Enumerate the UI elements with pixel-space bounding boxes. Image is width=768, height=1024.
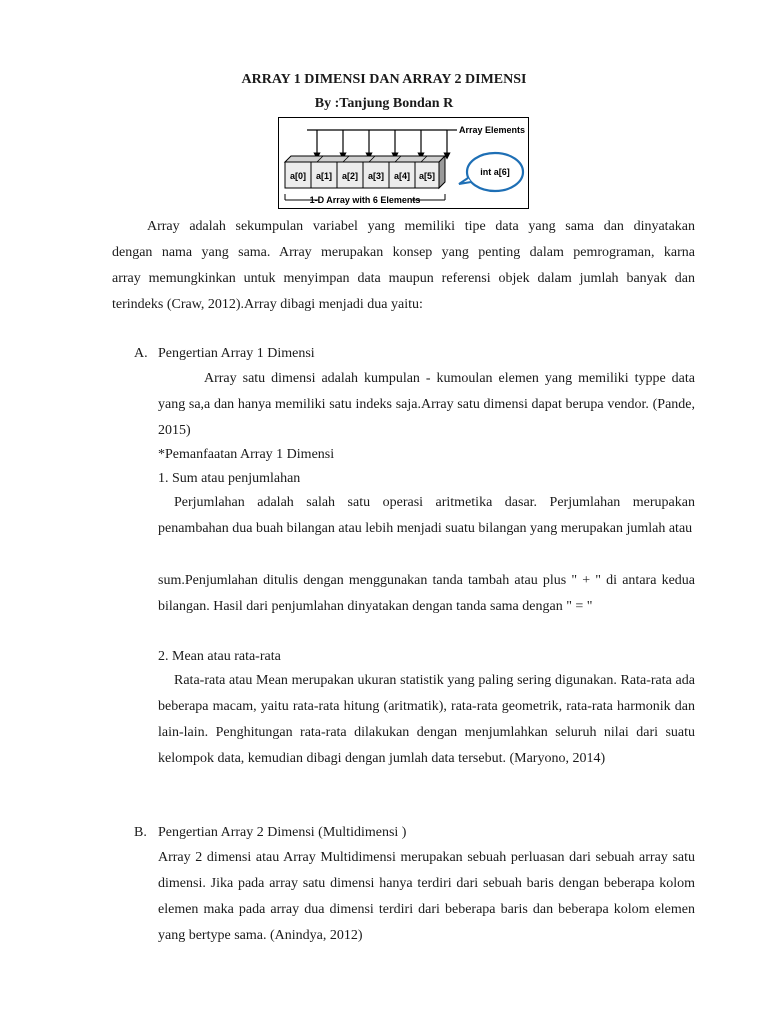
array-diagram <box>278 117 529 209</box>
bubble-label: int a[6] <box>480 167 510 177</box>
section-a-usage-heading: *Pemanfaatan Array 1 Dimensi <box>158 447 335 462</box>
item2-text: Rata-rata atau Mean merupakan ukuran statistik yang paling sering digunakan. Rata-rata ada beberapa macam, yaitu rata-rata hitung (aritmatik), rata-rata geometrik, rata-rata harmonik dan lain-lain. Penghitungan rata-rata dilakukan dengan menjumlahkan seluruh nilai dari suatu kelompok data, kemudian dibagi dengan jumlah data tersebut. (Maryono, 2014) <box>158 673 695 766</box>
cell-label-0: a[0] <box>289 171 307 181</box>
cells-top-face <box>285 156 445 162</box>
item2-heading: 2. Mean atau rata-rata <box>158 649 281 664</box>
intro-line-3: array memungkinkan untuk menyimpan data maupun referensi objek dalam jumlah banyak dan <box>112 271 695 286</box>
intro-line-2: dengan nama yang sama. Array merupakan konsep yang penting dalam pemrograman, karna <box>112 245 695 260</box>
cell-label-3: a[3] <box>367 171 385 181</box>
item1-heading: 1. Sum atau penjumlahan <box>158 471 301 486</box>
intro-line-4: terindeks (Craw, 2012).Array dibagi menjadi dua yaitu: <box>112 297 423 312</box>
item1-text-part2: sum.Penjumlahan ditulis dengan menggunakan tanda tambah atau plus " + " di antara kedua bilangan. Hasil dari penjumlahan dinyatakan dengan tanda sama dengan " = " <box>158 573 695 614</box>
array-cells <box>285 156 445 188</box>
cell-label-5: a[5] <box>418 171 436 181</box>
item1-text-part1: Perjumlahan adalah salah satu operasi aritmetika dasar. Perjumlahan merupakan penambahan dua buah bilangan atau lebih menjadi suatu bilangan yang merupakan jumlah atau <box>158 495 695 536</box>
cells-side-face <box>439 156 445 188</box>
array-elements-label: Array Elements <box>459 125 526 135</box>
declaration-bubble <box>459 153 523 191</box>
array-diagram-svg <box>279 118 527 207</box>
cell-label-1: a[1] <box>315 171 333 181</box>
cell-label-4: a[4] <box>393 171 411 181</box>
section-b-text: Array 2 dimensi atau Array Multidimensi merupakan sebuah perluasan dari sebuah array satu dimensi. Jika pada array satu dimensi hanya terdiri dari sebuah baris dengan beberapa kolom elemen maka pada array dua dimensi terdiri dari beberapa baris dan beberapa kolom elemen yang bertype sama. (Anindya, 2012) <box>158 850 695 943</box>
document-title: ARRAY 1 DIMENSI DAN ARRAY 2 DIMENSI <box>241 72 527 87</box>
section-b-heading: Pengertian Array 2 Dimensi (Multidimensi ) <box>158 825 407 840</box>
element-arrows <box>317 130 447 156</box>
intro-line-1: Array adalah sekumpulan variabel yang memiliki tipe data yang sama dan dinyatakan <box>147 219 695 234</box>
section-b-marker: B. <box>134 825 147 840</box>
cell-label-2: a[2] <box>341 171 359 181</box>
section-a-definition: Array satu dimensi adalah kumpulan - kumoulan elemen yang memiliki typpe data yang sa,a dan hanya memiliki satu indeks saja.Array satu dimensi dapat berupa vendor. (Pande, 2015) <box>158 371 695 438</box>
section-a-marker: A. <box>134 346 148 361</box>
figure-caption: 1-D Array with 6 Elements <box>309 195 421 205</box>
document-author: By :Tanjung Bondan R <box>314 96 454 111</box>
section-a-heading: Pengertian Array 1 Dimensi <box>158 346 315 361</box>
